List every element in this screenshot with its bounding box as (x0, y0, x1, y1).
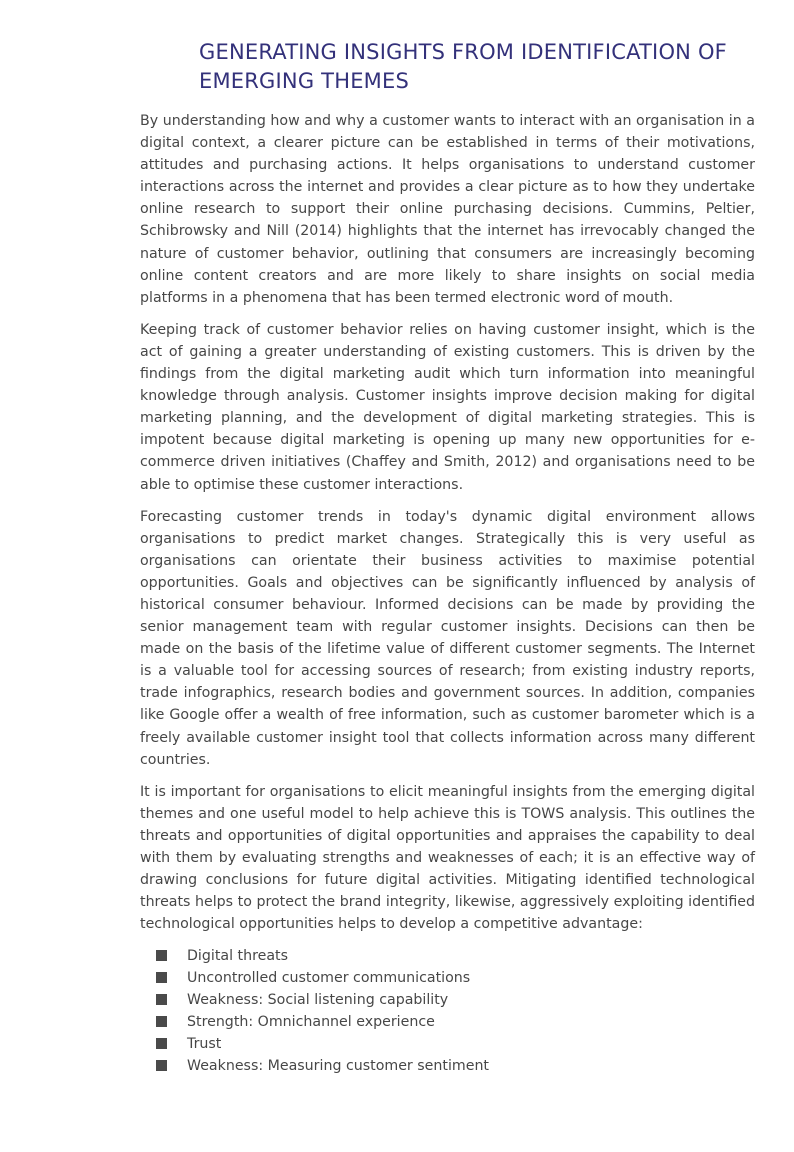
body-text (140, 110, 755, 1077)
paragraph-4: It is important for organisations to elicit meaningful insights from the emerging digital themes and one useful model to help achieve this is TOWS analysis. This outlines the threats and opportunities of digital opportunities and appraises the capability to deal with them by evaluating strengths and weaknesses of each; it is an effective way of drawing conclusions for future digital activities. Mitigating identified technological threats helps to protect the brand integrity, likewise, aggressively exploiting identified technological opportunities helps to develop a competitive advantage: (140, 783, 755, 933)
bullet-text: Strength: Omnichannel experience (187, 1014, 435, 1031)
paragraph-2: Keeping track of customer behavior relies on having customer insight, which is the act of gaining a greater understanding of existing customers. This is driven by the findings from the digital marketing audit which turn information into meaningful knowledge through analysis. Customer insights improve decision making for digital marketing planning, and the development of digital marketing strategies. This is impotent because digital marketing is opening up many new opportunities for e-commerce driven initiatives (Chaffey and Smith, 2012) and organisations need to be able to optimise these customer interactions. (140, 321, 755, 493)
square-bullet-icon (156, 994, 167, 1005)
bullet-item (156, 1011, 755, 1033)
page-title: GENERATING INSIGHTS FROM IDENTIFICATION OF EMERGING THEMES (199, 40, 727, 93)
bullet-list (140, 945, 755, 1077)
bullet-text: Uncontrolled customer communications (187, 970, 471, 987)
square-bullet-icon (156, 950, 167, 961)
bullet-text: Weakness: Social listening capability (187, 992, 449, 1009)
square-bullet-icon (156, 972, 167, 983)
square-bullet-icon (156, 1060, 167, 1071)
bullet-item (156, 989, 755, 1011)
paragraph-1: By understanding how and why a customer wants to interact with an organisation in a digital context, a clearer picture can be established in terms of their motivations, attitudes and purchasing actions. It helps organisations to understand customer interactions across the internet and provides a clear picture as to how they undertake online research to support their online purchasing decisions. Cummins, Peltier, Schibrowsky and Nill (2014) highlights that the internet has irrevocably changed the nature of customer behavior, outlining that consumers are increasingly becoming online content creators and are more likely to share insights on social media platforms in a phenomena that has been termed electronic word of mouth. (140, 113, 755, 306)
bullet-item (156, 1033, 755, 1055)
square-bullet-icon (156, 1038, 167, 1049)
bullet-item (156, 1055, 755, 1077)
bullet-item (156, 967, 755, 989)
bullet-item (156, 945, 755, 967)
paragraph-3: Forecasting customer trends in today's dynamic digital environment allows organisations to predict market changes. Strategically this is very useful as organisations can orientate their business activities to maximise potential opportunities. Goals and objectives can be significantly influenced by analysis of historical consumer behaviour. Informed decisions can be made by providing the senior management team with regular customer insights. Decisions can then be made on the basis of the lifetime value of different customer segments. The Internet is a valuable tool for accessing sources of research; from existing industry reports, trade infographics, research bodies and government sources. In addition, companies like Google offer a wealth of free information, such as customer barometer which is a freely available customer insight tool that collects information across many different countries. (140, 508, 755, 768)
bullet-text: Digital threats (187, 948, 288, 965)
bullet-text: Trust (187, 1036, 222, 1053)
bullet-text: Weakness: Measuring customer sentiment (187, 1058, 489, 1075)
square-bullet-icon (156, 1016, 167, 1027)
